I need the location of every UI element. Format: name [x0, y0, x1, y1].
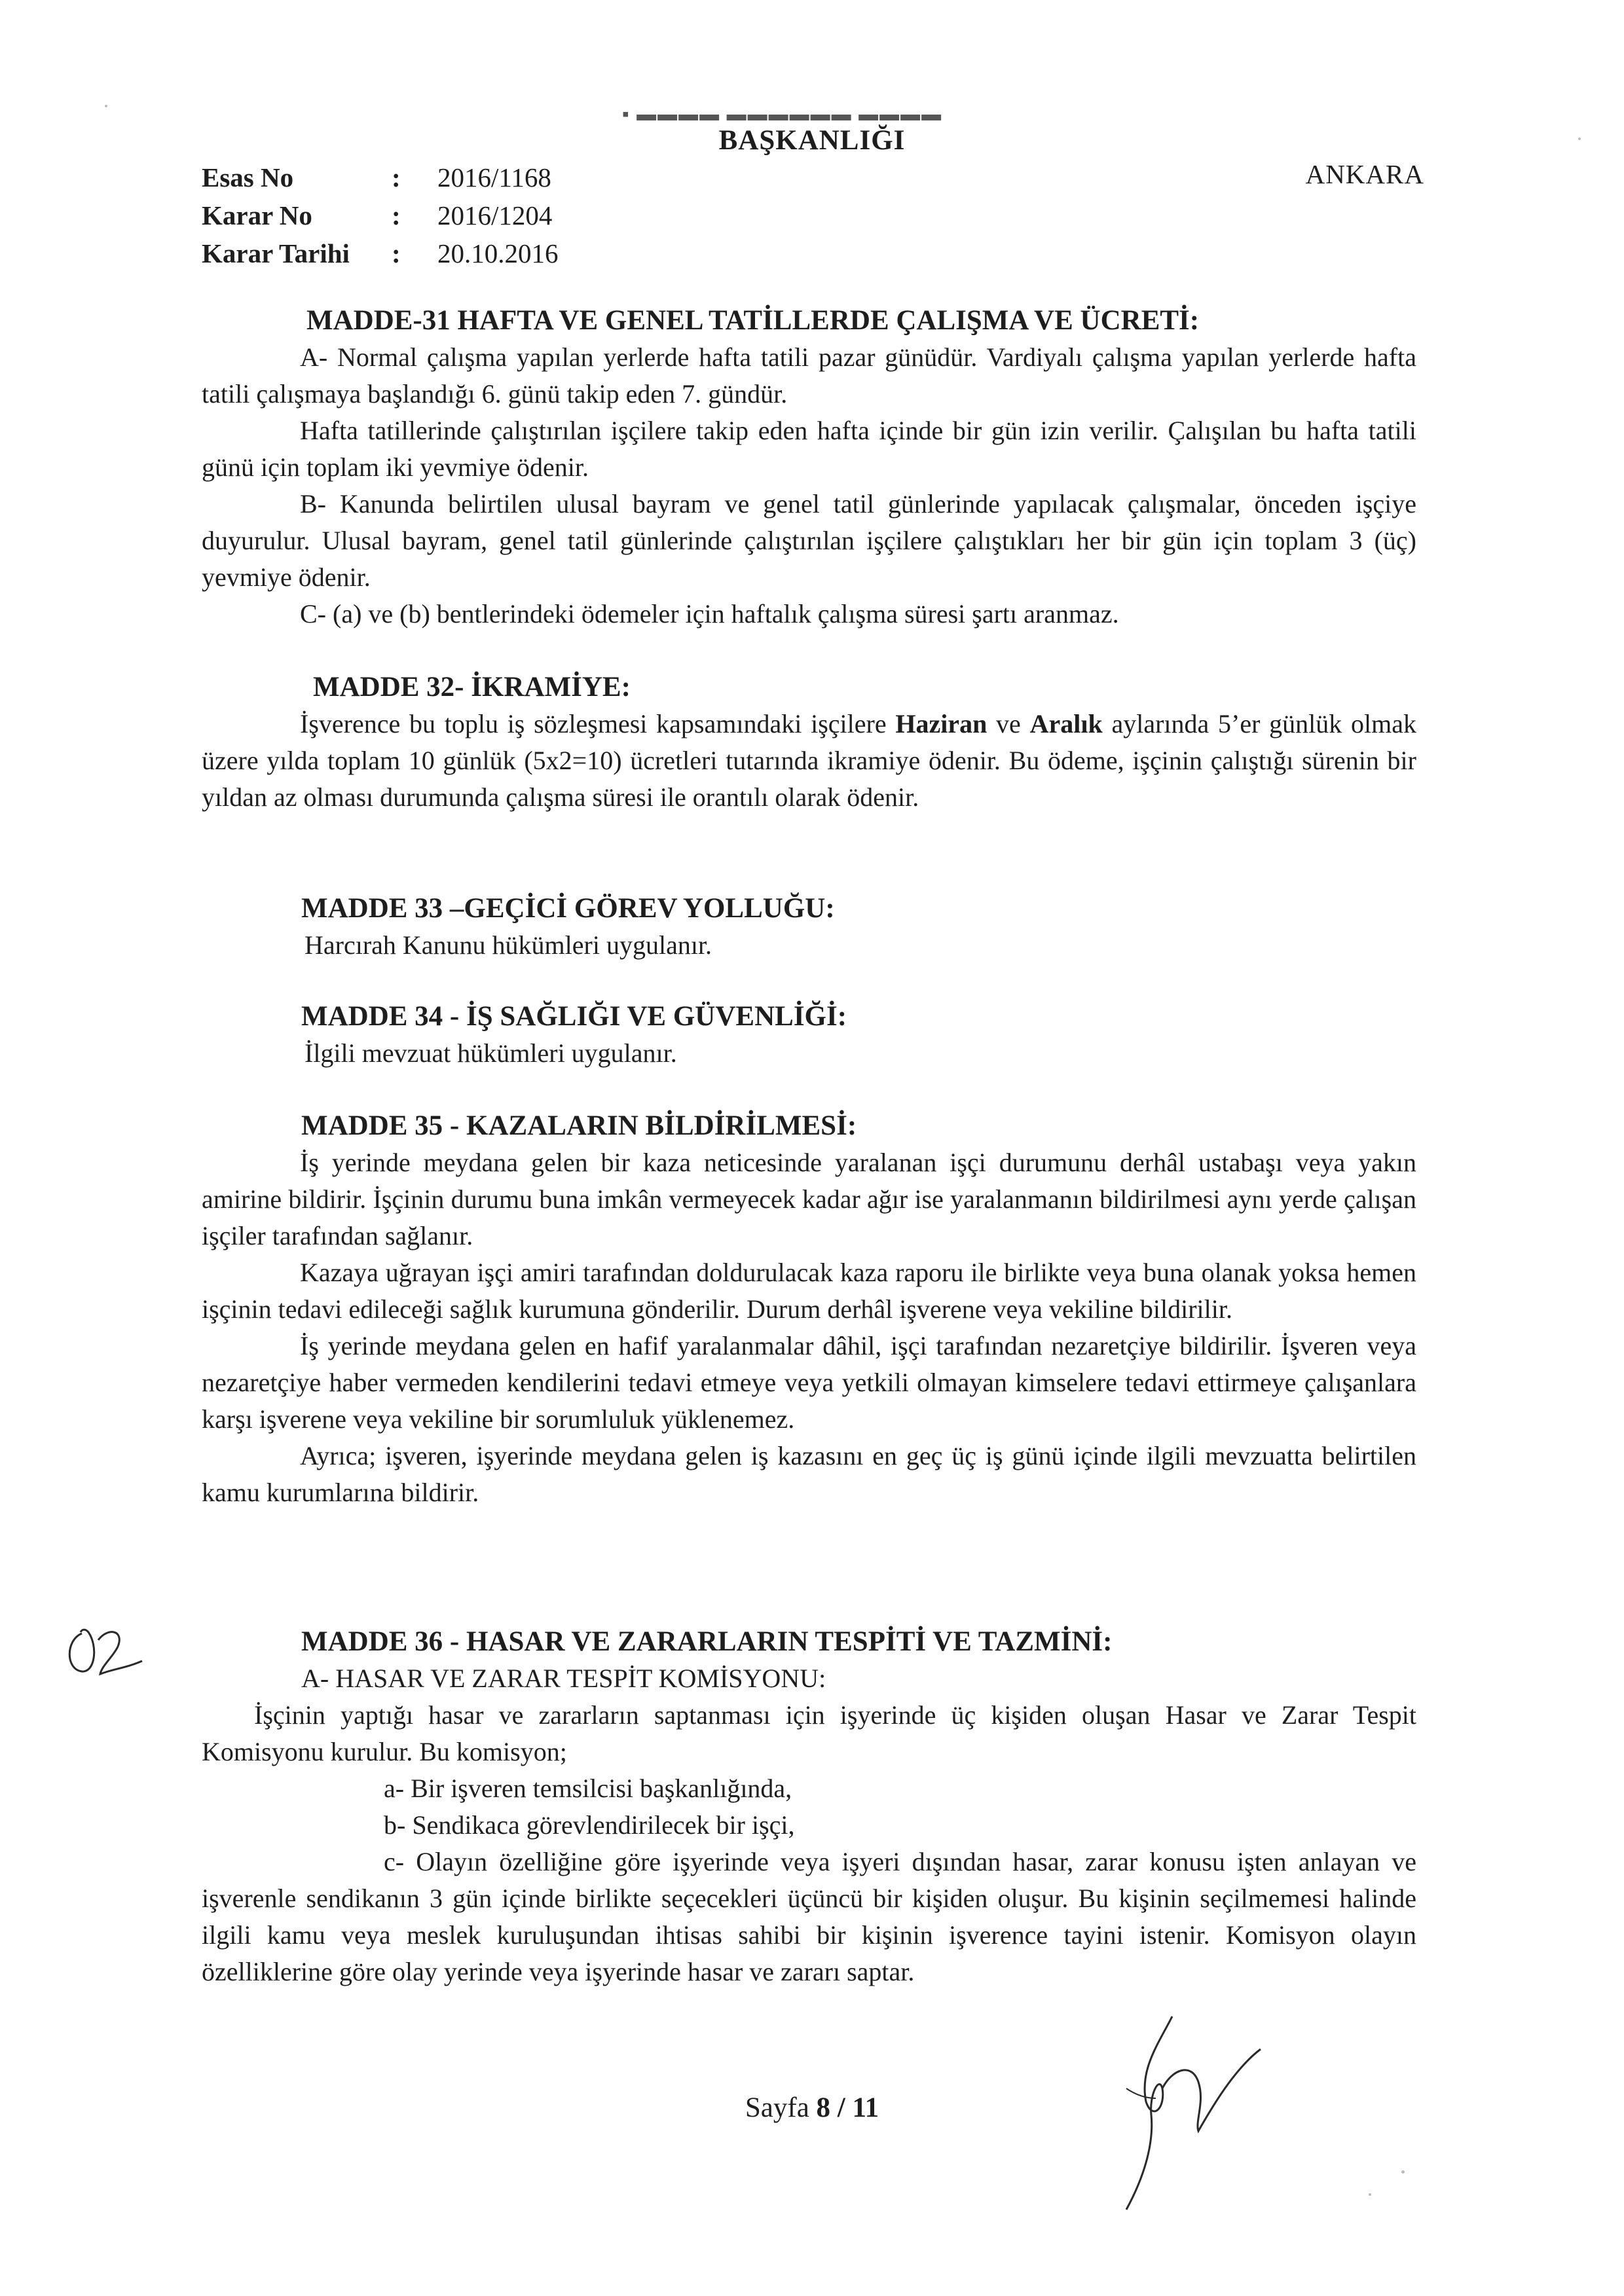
month-june: Haziran	[895, 709, 987, 738]
signature-image	[1100, 1990, 1297, 2219]
article-34	[202, 998, 1416, 1072]
decision-date-value: 20.10.2016	[437, 238, 559, 268]
article-34-paragraph: İlgili mevzuat hükümleri uygulanır.	[304, 1038, 677, 1068]
article-32	[202, 669, 1416, 816]
committee-member-b: b- Sendikaca görevlendirilecek bir işçi,	[384, 1810, 795, 1840]
article-31-heading: MADDE-31 HAFTA VE GENEL TATİLLERDE ÇALIŞMA VE ÜCRETİ:	[306, 305, 1200, 336]
total-pages: 11	[852, 2092, 879, 2123]
article-35-paragraph: Ayrıca; işveren, işyerinde meydana gelen iş kazasını en geç üç iş günü içinde ilgili mevzuatta belirtilen kamu kurumlarına bildirir.	[202, 1441, 1416, 1507]
decision-date-label: Karar Tarihi	[202, 238, 350, 268]
page-prefix: Sayfa	[745, 2092, 817, 2123]
cut-off-heading-fragment: ▪ ▬▬▬▬ ▬▬▬▬▬▬ ▬▬▬▬	[622, 103, 943, 125]
city-label: ANKARA	[1305, 159, 1424, 189]
page-separator: /	[830, 2092, 853, 2123]
article-32-heading: MADDE 32- İKRAMİYE:	[313, 672, 631, 702]
case-metadata	[202, 158, 559, 272]
article-31-paragraph: B- Kanunda belirtilen ulusal bayram ve genel tatil günlerinde yapılacak çalışmalar, önceden işçiye duyurulur. Ulusal bayram, genel tatil günlerinde çalıştırılan işçilere çalıştıkları her bir gün için toplam 3 (üç) yevmiye ödenir.	[202, 489, 1416, 592]
article-35-paragraph: İş yerinde meydana gelen bir kaza neticesinde yaralanan işçi durumunu derhâl ustabaşı veya yakın amirine bildirir. İşçinin durumu buna imkân vermeyecek kadar ağır ise yaralanmanın bildirilmesi aynı yerde çalışan işçiler tarafından sağlanır.	[202, 1148, 1416, 1250]
month-december: Aralık	[1029, 709, 1103, 738]
article-36-paragraph: İşçinin yaptığı hasar ve zararların saptanması için işyerinde üç kişiden oluşan Hasar ve Zarar Tespit Komisyonu kurulur. Bu komisyon;	[202, 1700, 1416, 1766]
case-number-label: Esas No	[202, 162, 294, 192]
decision-number-row	[202, 196, 559, 234]
decision-number-value: 2016/1204	[437, 200, 553, 230]
article-35-paragraph: Kazaya uğrayan işçi amiri tarafından doldurulacak kaza raporu ile birlikte veya buna olanak yoksa hemen işçinin tedavi edileceği sağlık kurumuna gönderilir. Durum derhâl işverene veya vekiline bildirilir.	[202, 1258, 1416, 1324]
current-page: 8	[816, 2092, 831, 2123]
article-36-heading: MADDE 36 - HASAR VE ZARARLARIN TESPİTİ VE TAZMİNİ:	[301, 1626, 1113, 1657]
case-number-row	[202, 158, 559, 196]
article-31-paragraph: C- (a) ve (b) bentlerindeki ödemeler için haftalık çalışma süresi şartı aranmaz.	[300, 599, 1119, 629]
decision-date-row	[202, 234, 559, 272]
colon: :	[392, 238, 401, 268]
article-36-subheading: A- HASAR VE ZARAR TESPİT KOMİSYONU:	[301, 1664, 826, 1693]
committee-member-c: c- Olayın özelliğine göre işyerinde veya işyeri dışından hasar, zarar konusu işten anlayan ve işverenle sendikanın 3 gün içinde birlikte seçecekleri üçüncü bir kişiden oluşur. Bu kişinin seçilmemesi halinde ilgili kamu veya meslek kuruluşundan ihtisas sahibi bir kişinin işverence tayini istenir. Komisyon olayın özelliklerine göre olay yerinde veya işyerinde hasar ve zararı saptar.	[202, 1847, 1416, 1986]
article-31	[202, 302, 1416, 632]
scan-speck	[1401, 2170, 1405, 2174]
page-number	[0, 2092, 1624, 2124]
article-32-paragraph	[202, 706, 1416, 816]
article-35	[202, 1108, 1416, 1511]
text-run: aylarında 5’er günlük olmak üzere yılda toplam 10 günlük (5x2=10) ücretleri tutarında ikramiye ödenir. Bu ödeme, işçinin çalıştığı sürenin bir yıldan az olması durumunda çalışma süresi ile orantılı olarak ödenir.	[202, 709, 1416, 812]
article-33	[202, 890, 1416, 964]
article-35-paragraph: İş yerinde meydana gelen en hafif yaralanmalar dâhil, işçi tarafından nezaretçiye bildirilir. İşveren veya nezaretçiye haber vermeden kendilerini tedavi etmeye veya yetkili olmayan kimselere tedavi ettirmeye çalışanlara karşı işverene veya vekiline bir sorumluluk yüklenemez.	[202, 1331, 1416, 1434]
case-number-value: 2016/1168	[437, 162, 551, 192]
scan-speck	[1369, 2193, 1371, 2196]
text-run: ve	[987, 709, 1030, 738]
margin-handwritten-note	[62, 1620, 144, 1679]
scan-speck	[105, 105, 107, 107]
article-36	[202, 1624, 1416, 1990]
article-33-paragraph: Harcırah Kanunu hükümleri uygulanır.	[304, 930, 712, 960]
article-31-paragraph: Hafta tatillerinde çalıştırılan işçilere takip eden hafta içinde bir gün izin verilir. Çalışılan bu hafta tatili günü için toplam iki yevmiye ödenir.	[202, 416, 1416, 482]
colon: :	[392, 162, 401, 192]
article-31-paragraph: A- Normal çalışma yapılan yerlerde hafta tatili pazar günüdür. Vardiyalı çalışma yapılan yerlerde hafta tatili çalışmaya başlandığı 6. günü takip eden 7. gündür.	[202, 342, 1416, 409]
article-34-heading: MADDE 34 - İŞ SAĞLIĞI VE GÜVENLİĞİ:	[301, 1001, 847, 1032]
scan-speck	[1578, 137, 1581, 140]
office-title: BAŞKANLIĞI	[718, 125, 906, 156]
article-33-heading: MADDE 33 –GEÇİCİ GÖREV YOLLUĞU:	[301, 893, 835, 924]
colon: :	[392, 200, 401, 230]
decision-number-label: Karar No	[202, 200, 312, 230]
committee-member-a: a- Bir işveren temsilcisi başkanlığında,	[384, 1774, 792, 1803]
article-35-heading: MADDE 35 - KAZALARIN BİLDİRİLMESİ:	[301, 1110, 857, 1141]
text-run: İşverence bu toplu iş sözleşmesi kapsamındaki işçilere	[300, 709, 896, 738]
